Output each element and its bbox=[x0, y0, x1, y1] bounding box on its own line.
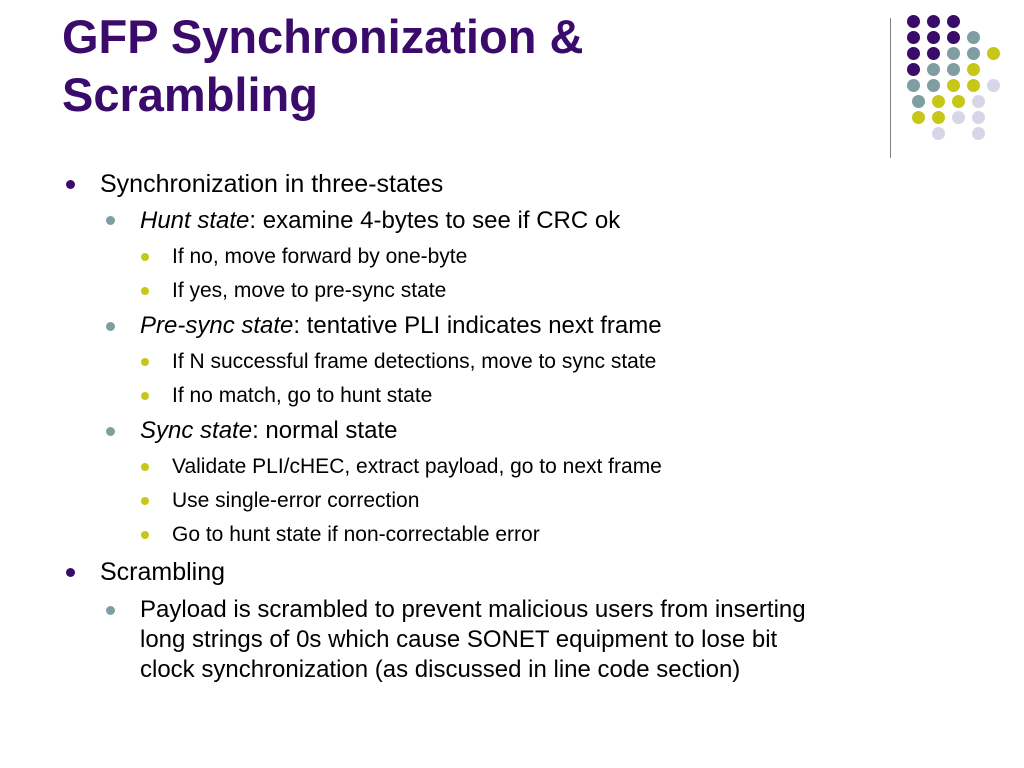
dot bbox=[927, 47, 940, 60]
dot bbox=[972, 111, 985, 124]
bullet-dot bbox=[106, 322, 115, 331]
dot bbox=[967, 47, 980, 60]
bullet-sync-goto: Go to hunt state if non-correctable error bbox=[172, 523, 540, 546]
dot bbox=[967, 63, 980, 76]
bullet-presync-state bbox=[140, 311, 662, 341]
dot bbox=[952, 111, 965, 124]
dot bbox=[932, 111, 945, 124]
decorative-divider bbox=[890, 18, 891, 158]
hunt-state-text: : examine 4-bytes to see if CRC ok bbox=[249, 207, 621, 234]
bullet-dot bbox=[141, 287, 149, 295]
dot bbox=[932, 127, 945, 140]
dot bbox=[927, 79, 940, 92]
bullet-sync-validate: Validate PLI/cHEC, extract payload, go to next frame bbox=[172, 455, 662, 478]
presync-state-text: : tentative PLI indicates next frame bbox=[293, 312, 662, 339]
bullet-dot bbox=[141, 497, 149, 505]
bullet-dot bbox=[106, 216, 115, 225]
dot bbox=[972, 127, 985, 140]
dot bbox=[912, 95, 925, 108]
presync-state-label: Pre-sync state bbox=[140, 312, 294, 339]
dot bbox=[987, 79, 1000, 92]
bullet-dot bbox=[141, 531, 149, 539]
bullet-dot bbox=[106, 427, 115, 436]
payload-line-2: long strings of 0s which cause SONET equipment to lose bit bbox=[140, 626, 778, 653]
slide-title-line-2: Scrambling bbox=[62, 68, 318, 121]
bullet-dot bbox=[141, 253, 149, 261]
dot bbox=[947, 63, 960, 76]
dot bbox=[987, 47, 1000, 60]
bullet-dot bbox=[141, 358, 149, 366]
bullet-payload bbox=[140, 595, 940, 685]
bullet-dot bbox=[141, 463, 149, 471]
hunt-state-label: Hunt state bbox=[140, 207, 250, 234]
dot bbox=[907, 47, 920, 60]
bullet-sync-state bbox=[140, 416, 397, 446]
dot bbox=[947, 79, 960, 92]
dot bbox=[947, 31, 960, 44]
dot bbox=[972, 95, 985, 108]
dot bbox=[947, 15, 960, 28]
bullet-hunt-no: If no, move forward by one-byte bbox=[172, 245, 468, 268]
dot bbox=[907, 15, 920, 28]
bullet-dot bbox=[66, 568, 75, 577]
dot bbox=[912, 111, 925, 124]
dot bbox=[952, 95, 965, 108]
bullet-hunt-state bbox=[140, 206, 620, 236]
dot bbox=[927, 15, 940, 28]
dot bbox=[907, 63, 920, 76]
sync-state-label: Sync state bbox=[140, 417, 253, 444]
dot bbox=[907, 31, 920, 44]
bullet-hunt-yes: If yes, move to pre-sync state bbox=[172, 279, 447, 302]
dot bbox=[947, 47, 960, 60]
slide-title-line-1: GFP Synchronization & bbox=[62, 10, 584, 63]
bullet-sync-heading: Synchronization in three-states bbox=[100, 170, 444, 198]
bullet-sync-single: Use single-error correction bbox=[172, 489, 420, 512]
bullet-dot bbox=[141, 392, 149, 400]
dot bbox=[967, 79, 980, 92]
dot bbox=[967, 31, 980, 44]
slide-title bbox=[62, 8, 862, 124]
bullet-presync-n: If N successful frame detections, move to sync state bbox=[172, 350, 657, 373]
dot bbox=[932, 95, 945, 108]
dot bbox=[927, 31, 940, 44]
dot bbox=[927, 63, 940, 76]
bullet-dot bbox=[106, 606, 115, 615]
sync-state-text: : normal state bbox=[252, 417, 398, 444]
payload-line-3: clock synchronization (as discussed in line code section) bbox=[140, 656, 741, 683]
bullet-presync-nomatch: If no match, go to hunt state bbox=[172, 384, 433, 407]
payload-line-1: Payload is scrambled to prevent malicious users from inserting bbox=[140, 596, 806, 623]
bullet-dot bbox=[66, 180, 75, 189]
bullet-scrambling-heading: Scrambling bbox=[100, 558, 226, 586]
dot bbox=[907, 79, 920, 92]
